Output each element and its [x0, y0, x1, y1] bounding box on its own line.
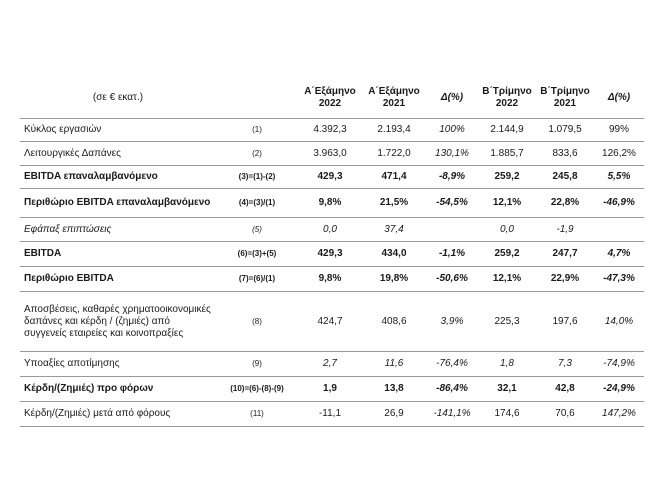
cell-value: 1.079,5 [536, 119, 594, 142]
cell-delta: -24,9% [594, 377, 644, 402]
col-header-h1-2022: Α΄Εξάμηνο 2022 [304, 86, 356, 109]
table-row-profit-after-tax [20, 402, 644, 427]
cell-value: 1.722,0 [362, 142, 426, 166]
row-label: Περιθώριο EBITDA [20, 267, 216, 292]
row-label: Κέρδη/(Ζημιές) μετά από φόρους [20, 402, 216, 427]
cell-value: 4.392,3 [298, 119, 362, 142]
cell-value: 70,6 [536, 402, 594, 427]
cell-value: 1.885,7 [478, 142, 536, 166]
cell-value: 19,8% [362, 267, 426, 292]
cell-value: 0,0 [478, 218, 536, 242]
cell-value: 429,3 [298, 242, 362, 267]
table-row-impairments [20, 352, 644, 377]
table-row-ebitda [20, 242, 644, 267]
row-ref: (11) [216, 402, 298, 427]
row-ref: (7)=(6)/(1) [216, 267, 298, 292]
cell-delta: 3,9% [426, 292, 478, 352]
cell-delta: -74,9% [594, 352, 644, 377]
cell-value: 7,3 [536, 352, 594, 377]
cell-value: 3.963,0 [298, 142, 362, 166]
cell-value: 408,6 [362, 292, 426, 352]
row-label: Κύκλος εργασιών [20, 119, 216, 142]
col-header-q2-2022: Β΄Τρίμηνο 2022 [482, 86, 532, 109]
cell-value: 833,6 [536, 142, 594, 166]
table-row-revenue [20, 119, 644, 142]
cell-delta: -47,3% [594, 267, 644, 292]
row-label: Λειτουργικές Δαπάνες [20, 142, 216, 166]
cell-delta: 130,1% [426, 142, 478, 166]
row-ref: (5) [216, 218, 298, 242]
row-label: Κέρδη/(Ζημιές) προ φόρων [20, 377, 216, 402]
cell-value: 1,8 [478, 352, 536, 377]
cell-value: 424,7 [298, 292, 362, 352]
table-row-recurring-ebitda-margin [20, 189, 644, 218]
unit-label: (σε € εκατ.) [92, 92, 144, 103]
cell-value: 225,3 [478, 292, 536, 352]
cell-value: 22,9% [536, 267, 594, 292]
row-ref: (6)=(3)+(5) [216, 242, 298, 267]
cell-value: 22,8% [536, 189, 594, 218]
cell-delta: -86,4% [426, 377, 478, 402]
cell-value: 429,3 [298, 166, 362, 189]
cell-value: 21,5% [362, 189, 426, 218]
cell-value: 26,9 [362, 402, 426, 427]
cell-delta: 126,2% [594, 142, 644, 166]
cell-delta: -1,1% [426, 242, 478, 267]
cell-delta: -8,9% [426, 166, 478, 189]
cell-value: 2.144,9 [478, 119, 536, 142]
row-ref: (10)=(6)-(8)-(9) [216, 377, 298, 402]
cell-value: 197,6 [536, 292, 594, 352]
cell-delta [426, 218, 478, 242]
row-ref: (4)=(3)/(1) [216, 189, 298, 218]
row-label: EBITDA [20, 242, 216, 267]
cell-value: 247,7 [536, 242, 594, 267]
row-ref: (8) [216, 292, 298, 352]
row-label: Αποσβέσεις, καθαρές χρηματοοικονομικές δαπάνες και κέρδη / (ζημιές) από συγγενείς εταιρείες και κοινοπραξίες [20, 292, 216, 352]
cell-delta: -76,4% [426, 352, 478, 377]
cell-value: 12,1% [478, 267, 536, 292]
cell-delta: 100% [426, 119, 478, 142]
table-row-recurring-ebitda [20, 166, 644, 189]
row-ref: (3)=(1)-(2) [216, 166, 298, 189]
row-label: Εφάπαξ επιπτώσεις [20, 218, 216, 242]
cell-value: 11,6 [362, 352, 426, 377]
table-row-operating-expenses [20, 142, 644, 166]
table-row-ebitda-margin [20, 267, 644, 292]
cell-delta: -50,6% [426, 267, 478, 292]
row-label: Υποαξίες αποτίμησης [20, 352, 216, 377]
cell-delta: -46,9% [594, 189, 644, 218]
cell-value: 259,2 [478, 242, 536, 267]
table-row-profit-before-tax [20, 377, 644, 402]
ref-header [216, 78, 298, 119]
row-label: Περιθώριο EBITDA επαναλαμβανόμενο [20, 189, 216, 218]
row-ref: (9) [216, 352, 298, 377]
cell-delta: 147,2% [594, 402, 644, 427]
cell-value: 13,8 [362, 377, 426, 402]
cell-delta: -141,1% [426, 402, 478, 427]
cell-value: 32,1 [478, 377, 536, 402]
financial-results-table [20, 78, 644, 427]
cell-value: -11,1 [298, 402, 362, 427]
cell-value: 9,8% [298, 267, 362, 292]
col-header-q2-2021: Β΄Τρίμηνο 2021 [540, 86, 590, 109]
cell-value: 259,2 [478, 166, 536, 189]
row-label: EBITDA επαναλαμβανόμενο [20, 166, 216, 189]
cell-value: 434,0 [362, 242, 426, 267]
cell-value: 174,6 [478, 402, 536, 427]
cell-value: 9,8% [298, 189, 362, 218]
cell-delta [594, 218, 644, 242]
cell-value: 471,4 [362, 166, 426, 189]
cell-value: 12,1% [478, 189, 536, 218]
cell-delta: 14,0% [594, 292, 644, 352]
row-ref: (2) [216, 142, 298, 166]
table-row-one-off-effects [20, 218, 644, 242]
table-row-depreciation [20, 292, 644, 352]
cell-value: 42,8 [536, 377, 594, 402]
cell-delta: 99% [594, 119, 644, 142]
cell-value: 245,8 [536, 166, 594, 189]
col-header-delta-h1: Δ(%) [440, 92, 464, 103]
financial-table-container [20, 78, 644, 427]
table-header-row [20, 78, 644, 119]
cell-value: 2.193,4 [362, 119, 426, 142]
cell-delta: 4,7% [594, 242, 644, 267]
cell-delta: -54,5% [426, 189, 478, 218]
cell-delta: 5,5% [594, 166, 644, 189]
cell-value: -1,9 [536, 218, 594, 242]
col-header-h1-2021: Α΄Εξάμηνο 2021 [368, 86, 420, 109]
cell-value: 1,9 [298, 377, 362, 402]
row-ref: (1) [216, 119, 298, 142]
cell-value: 0,0 [298, 218, 362, 242]
cell-value: 37,4 [362, 218, 426, 242]
cell-value: 2,7 [298, 352, 362, 377]
col-header-delta-q2: Δ(%) [607, 92, 631, 103]
